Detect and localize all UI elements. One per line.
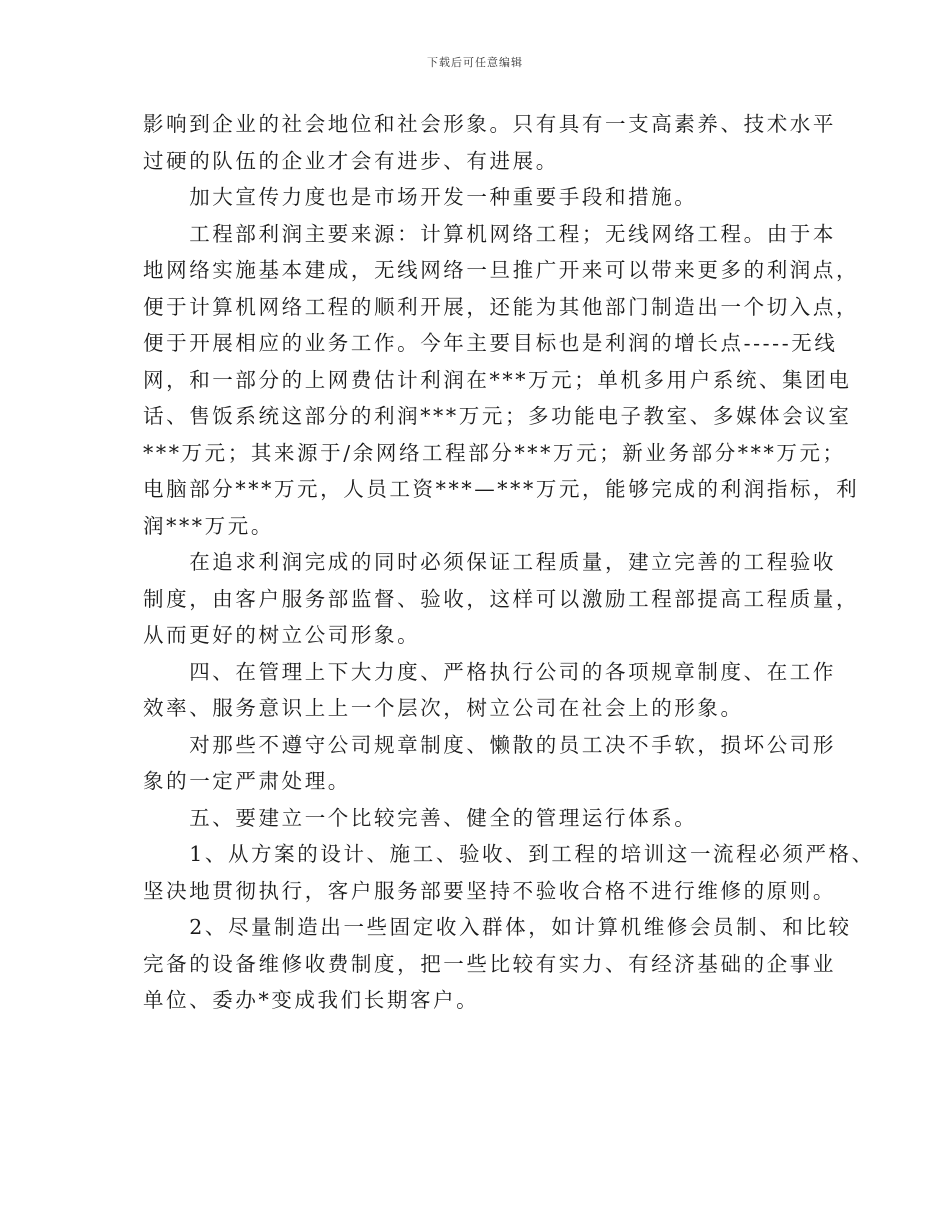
paragraph	[143, 654, 836, 727]
text-line: 从而更好的树立公司形象。	[143, 623, 421, 647]
text-line: 四、在管理上下大力度、严格执行公司的各项规章制度、在工作	[143, 659, 836, 684]
text-line: 网，和一部分的上网费估计利润在***万元；单机多用户系统、集团电	[143, 367, 852, 392]
paragraph	[143, 179, 833, 216]
text-line: 效率、服务意识上上一个层次，树立公司在社会上的形象。	[143, 696, 744, 720]
text-line: 过硬的队伍的企业才会有进步、有进展。	[143, 148, 559, 173]
text-line: 完备的设备维修收费制度，把一些比较有实力、有经济基础的企事业	[143, 951, 836, 976]
text-line: 五、要建立一个比较完善、健全的管理运行体系。	[143, 805, 698, 830]
text-line: 1、从方案的设计、施工、验收、到工程的培训这一流程必须严格、	[143, 842, 875, 866]
paragraph	[143, 216, 860, 545]
text-line: 地网络实施基本建成，无线网络一旦推广开来可以带来更多的利润点，	[143, 258, 860, 282]
text-line: ***万元；其来源于/余网络工程部分***万元；新业务部分***万元；	[143, 440, 846, 465]
text-line: 电脑部分***万元，人员工资***—***万元，能够完成的利润指标，利	[143, 477, 860, 501]
paragraph	[143, 909, 852, 1019]
text-line: 象的一定严肃处理。	[143, 769, 351, 793]
paragraph	[143, 106, 836, 179]
paragraph	[143, 836, 875, 909]
page-header: 下载后可任意编辑	[427, 56, 523, 69]
text-line: 在追求利润完成的同时必须保证工程质量，建立完善的工程验收	[143, 550, 836, 574]
paragraph	[143, 800, 833, 837]
document-body	[143, 106, 875, 1019]
text-line: 加大宣传力度也是市场开发一种重要手段和措施。	[143, 185, 698, 209]
text-line: 坚决地贯彻执行，客户服务部要坚持不验收合格不进行维修的原则。	[143, 878, 836, 903]
text-line: 便于计算机网络工程的顺利开展，还能为其他部门制造出一个切入点，	[143, 294, 860, 319]
text-line: 单位、委办*变成我们长期客户。	[143, 988, 480, 1012]
text-line: 2、尽量制造出一些固定收入群体，如计算机维修会员制、和比较	[143, 915, 852, 939]
text-line: 话、售饭系统这部分的利润***万元；多功能电子教室、多媒体会议室	[143, 404, 852, 428]
text-line: 润***万元。	[143, 513, 274, 538]
text-line: 工程部利润主要来源：计算机网络工程；无线网络工程。由于本	[143, 221, 836, 246]
paragraph	[143, 727, 836, 800]
paragraph	[143, 544, 860, 654]
text-line: 制度，由客户服务部监督、验收，这样可以激励工程部提高工程质量，	[143, 586, 860, 611]
text-line: 对那些不遵守公司规章制度、懒散的员工决不手软，损坏公司形	[143, 732, 836, 757]
text-line: 影响到企业的社会地位和社会形象。只有具有一支高素养、技术水平	[143, 112, 836, 136]
text-line: 便于开展相应的业务工作。今年主要目标也是利润的增长点-----无线	[143, 331, 838, 355]
